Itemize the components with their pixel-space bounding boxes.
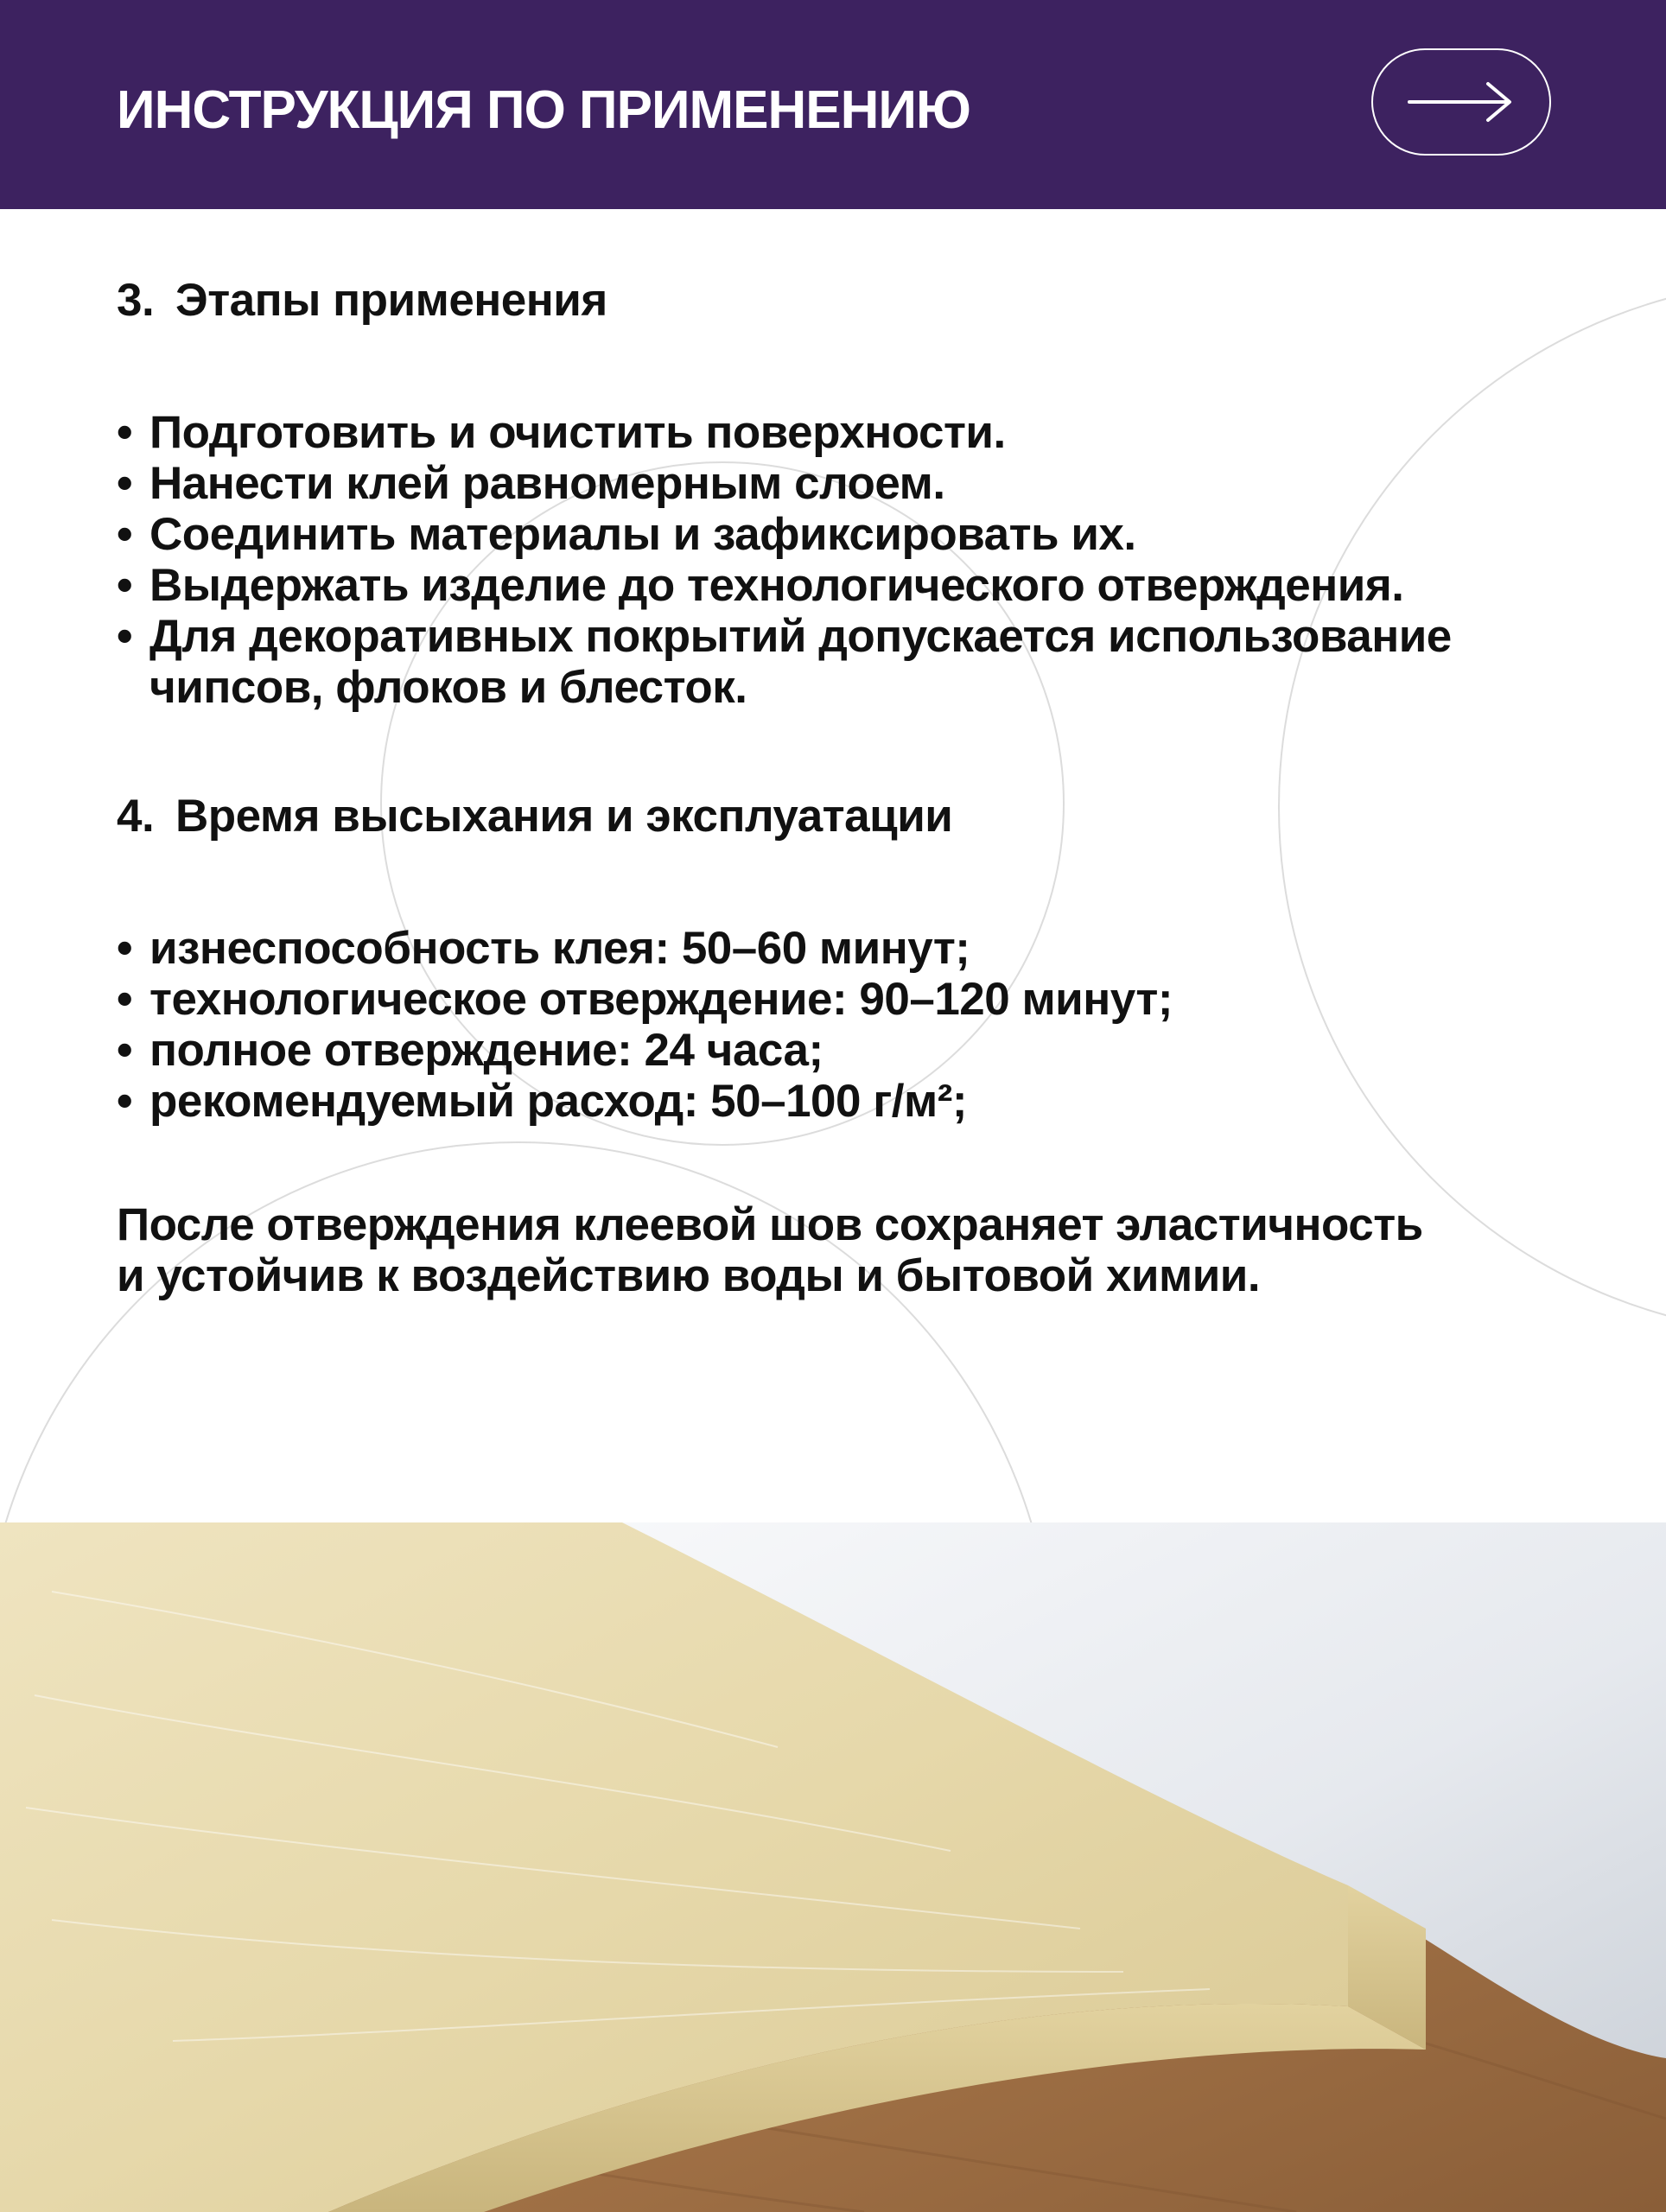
instructions-content xyxy=(117,270,1603,1301)
section-3-title xyxy=(117,270,1603,332)
list-item: • полное отверждение: 24 часа; xyxy=(117,1025,823,1076)
bullet: • xyxy=(117,1025,133,1076)
list-item: • Нанести клей равномерным слоем. xyxy=(117,458,945,509)
page-title: ИНСТРУКЦИЯ ПО ПРИМЕНЕНИЮ xyxy=(117,80,970,140)
closing-line-2: и устойчив к воздействию воды и бытовой химии. xyxy=(117,1250,1261,1301)
bullet: • xyxy=(117,923,133,974)
section-4-number: 4. xyxy=(117,791,155,842)
header-bar xyxy=(0,0,1666,209)
list-item: • изнеспособность клея: 50–60 минут; xyxy=(117,923,970,974)
bullet: • xyxy=(117,974,133,1025)
bullet: • xyxy=(117,611,133,662)
product-photo xyxy=(0,1522,1666,2212)
section-4-title-text: Время высыхания и эксплуатации xyxy=(175,791,953,842)
next-button[interactable] xyxy=(1371,48,1551,156)
list-item: • рекомендуемый расход: 50–100 г/м²; xyxy=(117,1076,968,1127)
bullet: • xyxy=(117,458,133,509)
section-3-title-text: Этапы применения xyxy=(175,275,607,326)
bullet: • xyxy=(117,560,133,611)
drying-times-list xyxy=(117,923,1603,1127)
closing-paragraph xyxy=(117,1199,1603,1301)
list-item: • технологическое отверждение: 90–120 минут; xyxy=(117,974,1173,1025)
bullet: • xyxy=(117,509,133,560)
bullet: • xyxy=(117,1076,133,1127)
section-3-number: 3. xyxy=(117,275,155,326)
bullet: • xyxy=(117,407,133,458)
section-4-title xyxy=(117,785,1603,848)
closing-line-1: После отверждения клеевой шов сохраняет эластичность xyxy=(117,1199,1423,1250)
list-item: • Соединить материалы и зафиксировать их. xyxy=(117,509,1136,560)
list-item: • Для декоративных покрытий допускается использование чипсов, флоков и блесток. xyxy=(117,611,1452,713)
application-steps-list xyxy=(117,407,1603,713)
list-item: • Подготовить и очистить поверхности. xyxy=(117,407,1006,458)
foam-fabric-illustration xyxy=(0,1522,1666,2212)
arrow-right-icon xyxy=(1405,80,1517,124)
list-item: • Выдержать изделие до технологического отверждения. xyxy=(117,560,1404,611)
